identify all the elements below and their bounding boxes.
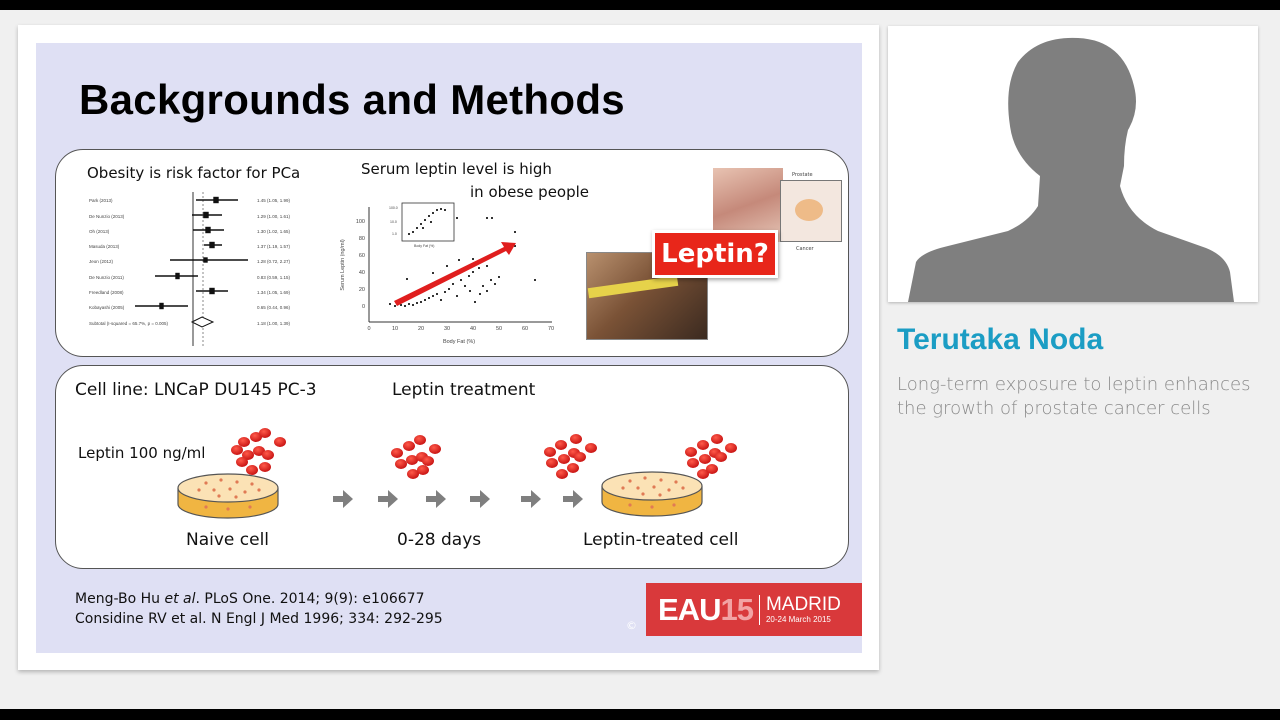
x-tick: 10 — [391, 326, 399, 332]
forest-row-estimate: 0.65 (0.44, 0.96) — [257, 305, 291, 310]
reference-1-etal: et al — [164, 591, 196, 607]
reference-1-author: Meng-Bo Hu — [75, 591, 165, 607]
leptin-question-badge: Leptin? — [652, 230, 778, 278]
scatter-caption-line1: Serum leptin level is high — [361, 160, 552, 178]
y-tick: 20 — [358, 287, 365, 293]
forest-row-label: Kobayashi (2005) — [89, 305, 125, 310]
petri-dish-naive — [178, 474, 278, 518]
forest-row-estimate: 1.34 (1.05, 1.69) — [257, 290, 291, 295]
x-tick: 0 — [367, 326, 371, 332]
logo-divider — [759, 595, 760, 625]
forest-row-label: De Nunzio (2011) — [89, 275, 124, 280]
treatment-label: Leptin treatment — [392, 380, 536, 400]
x-tick: 20 — [417, 326, 425, 332]
forest-row-estimate: 1.18 (1.00, 1.39) — [257, 321, 291, 326]
inset-y-tick: 1.0 — [392, 232, 397, 236]
forest-row-label: Masuda (2013) — [89, 244, 120, 249]
inset-y-tick: 100.0 — [389, 206, 398, 210]
top-letterbox-bar — [0, 0, 1280, 10]
y-tick: 100 — [355, 219, 365, 225]
x-tick: 70 — [547, 326, 555, 332]
logo-dates: 20-24 March 2015 — [765, 615, 831, 624]
inset-x-label: Body Fat (%) — [414, 244, 435, 248]
logo-city: MADRID — [765, 594, 841, 615]
y-tick: 40 — [358, 270, 365, 276]
x-tick: 30 — [443, 326, 451, 332]
x-axis-label: Body Fat (%) — [442, 339, 476, 345]
logo-city-block — [766, 595, 841, 624]
y-tick: 60 — [358, 253, 365, 259]
eau15-logo — [646, 583, 862, 636]
y-tick: 80 — [358, 236, 365, 242]
x-tick: 40 — [469, 326, 477, 332]
copyright-mark: © — [626, 619, 637, 632]
forest-row-label: Freedland (2008) — [89, 290, 124, 295]
speaker-name: Terutaka Noda — [897, 323, 1104, 356]
scatter-inset — [389, 203, 454, 248]
slide-card — [18, 25, 879, 670]
scatter-caption-line2: in obese people — [470, 183, 590, 201]
eau-year: 15 — [720, 591, 753, 627]
leptin-molecules-2 — [391, 435, 441, 479]
reference-1 — [75, 591, 424, 607]
cell-line-label: Cell line: LNCaP DU145 PC-3 — [75, 380, 317, 400]
prostate-inset-image — [780, 180, 842, 242]
x-tick: 50 — [495, 326, 503, 332]
days-label: 0-28 days — [397, 530, 482, 550]
eau-logo-text — [658, 592, 753, 628]
reference-1-citation: . PLoS One. 2014; 9(9): e106677 — [195, 591, 425, 607]
x-tick: 60 — [521, 326, 529, 332]
forest-row-label: Subtotal (I-squared = 65.7%, p = 0.005) — [89, 321, 169, 326]
forest-row-estimate: 1.37 (1.19, 1.57) — [257, 244, 291, 249]
petri-dish-treated — [602, 472, 702, 516]
forest-row-label: Park (2013) — [89, 198, 113, 203]
forest-plot-caption: Obesity is risk factor for PCa — [87, 164, 301, 182]
inset-y-tick: 10.0 — [390, 220, 397, 224]
forest-row-estimate: 0.83 (0.59, 1.15) — [257, 275, 291, 280]
naive-cell-label: Naive cell — [186, 530, 270, 550]
anatomy-label-prostate: Prostate — [792, 172, 813, 178]
progress-arrows — [333, 490, 583, 508]
leptin-molecules-4 — [685, 434, 737, 479]
forest-row-estimate: 1.28 (0.72, 2.27) — [257, 259, 291, 264]
forest-row-estimate: 1.45 (1.05, 1.99) — [257, 198, 291, 203]
eau-wordmark: EAU — [658, 591, 721, 627]
background-panel — [55, 149, 849, 357]
leptin-molecules-1 — [231, 428, 286, 475]
reference-2: Considine RV et al. N Engl J Med 1996; 334: 292-295 — [75, 611, 443, 627]
speaker-avatar — [888, 26, 1258, 302]
slide — [36, 43, 862, 653]
slide-title: Backgrounds and Methods — [79, 76, 625, 123]
y-tick: 0 — [361, 304, 365, 310]
talk-title: Long-term exposure to leptin enhances the growth of prostate cancer cells — [897, 374, 1251, 419]
anatomy-label-cancer: Cancer — [796, 246, 814, 252]
dose-label: Leptin 100 ng/ml — [78, 444, 206, 462]
treated-cell-label: Leptin-treated cell — [583, 530, 739, 550]
leptin-molecules-3 — [544, 434, 597, 479]
forest-row-label: Oh (2013) — [89, 229, 110, 234]
bottom-letterbox-bar — [0, 709, 1280, 720]
forest-row-label: De Nunzio (2013) — [89, 214, 125, 219]
forest-row-estimate: 1.30 (1.02, 1.65) — [257, 229, 291, 234]
leptin-scatter-plot — [334, 195, 564, 345]
forest-plot — [82, 188, 332, 348]
methods-panel — [55, 365, 849, 569]
person-silhouette-icon — [888, 26, 1258, 302]
forest-row-label: Jeon (2012) — [89, 259, 114, 264]
forest-row-estimate: 1.29 (1.00, 1.61) — [257, 214, 291, 219]
y-axis-label: Serum Leptin (ng/ml) — [340, 239, 346, 291]
